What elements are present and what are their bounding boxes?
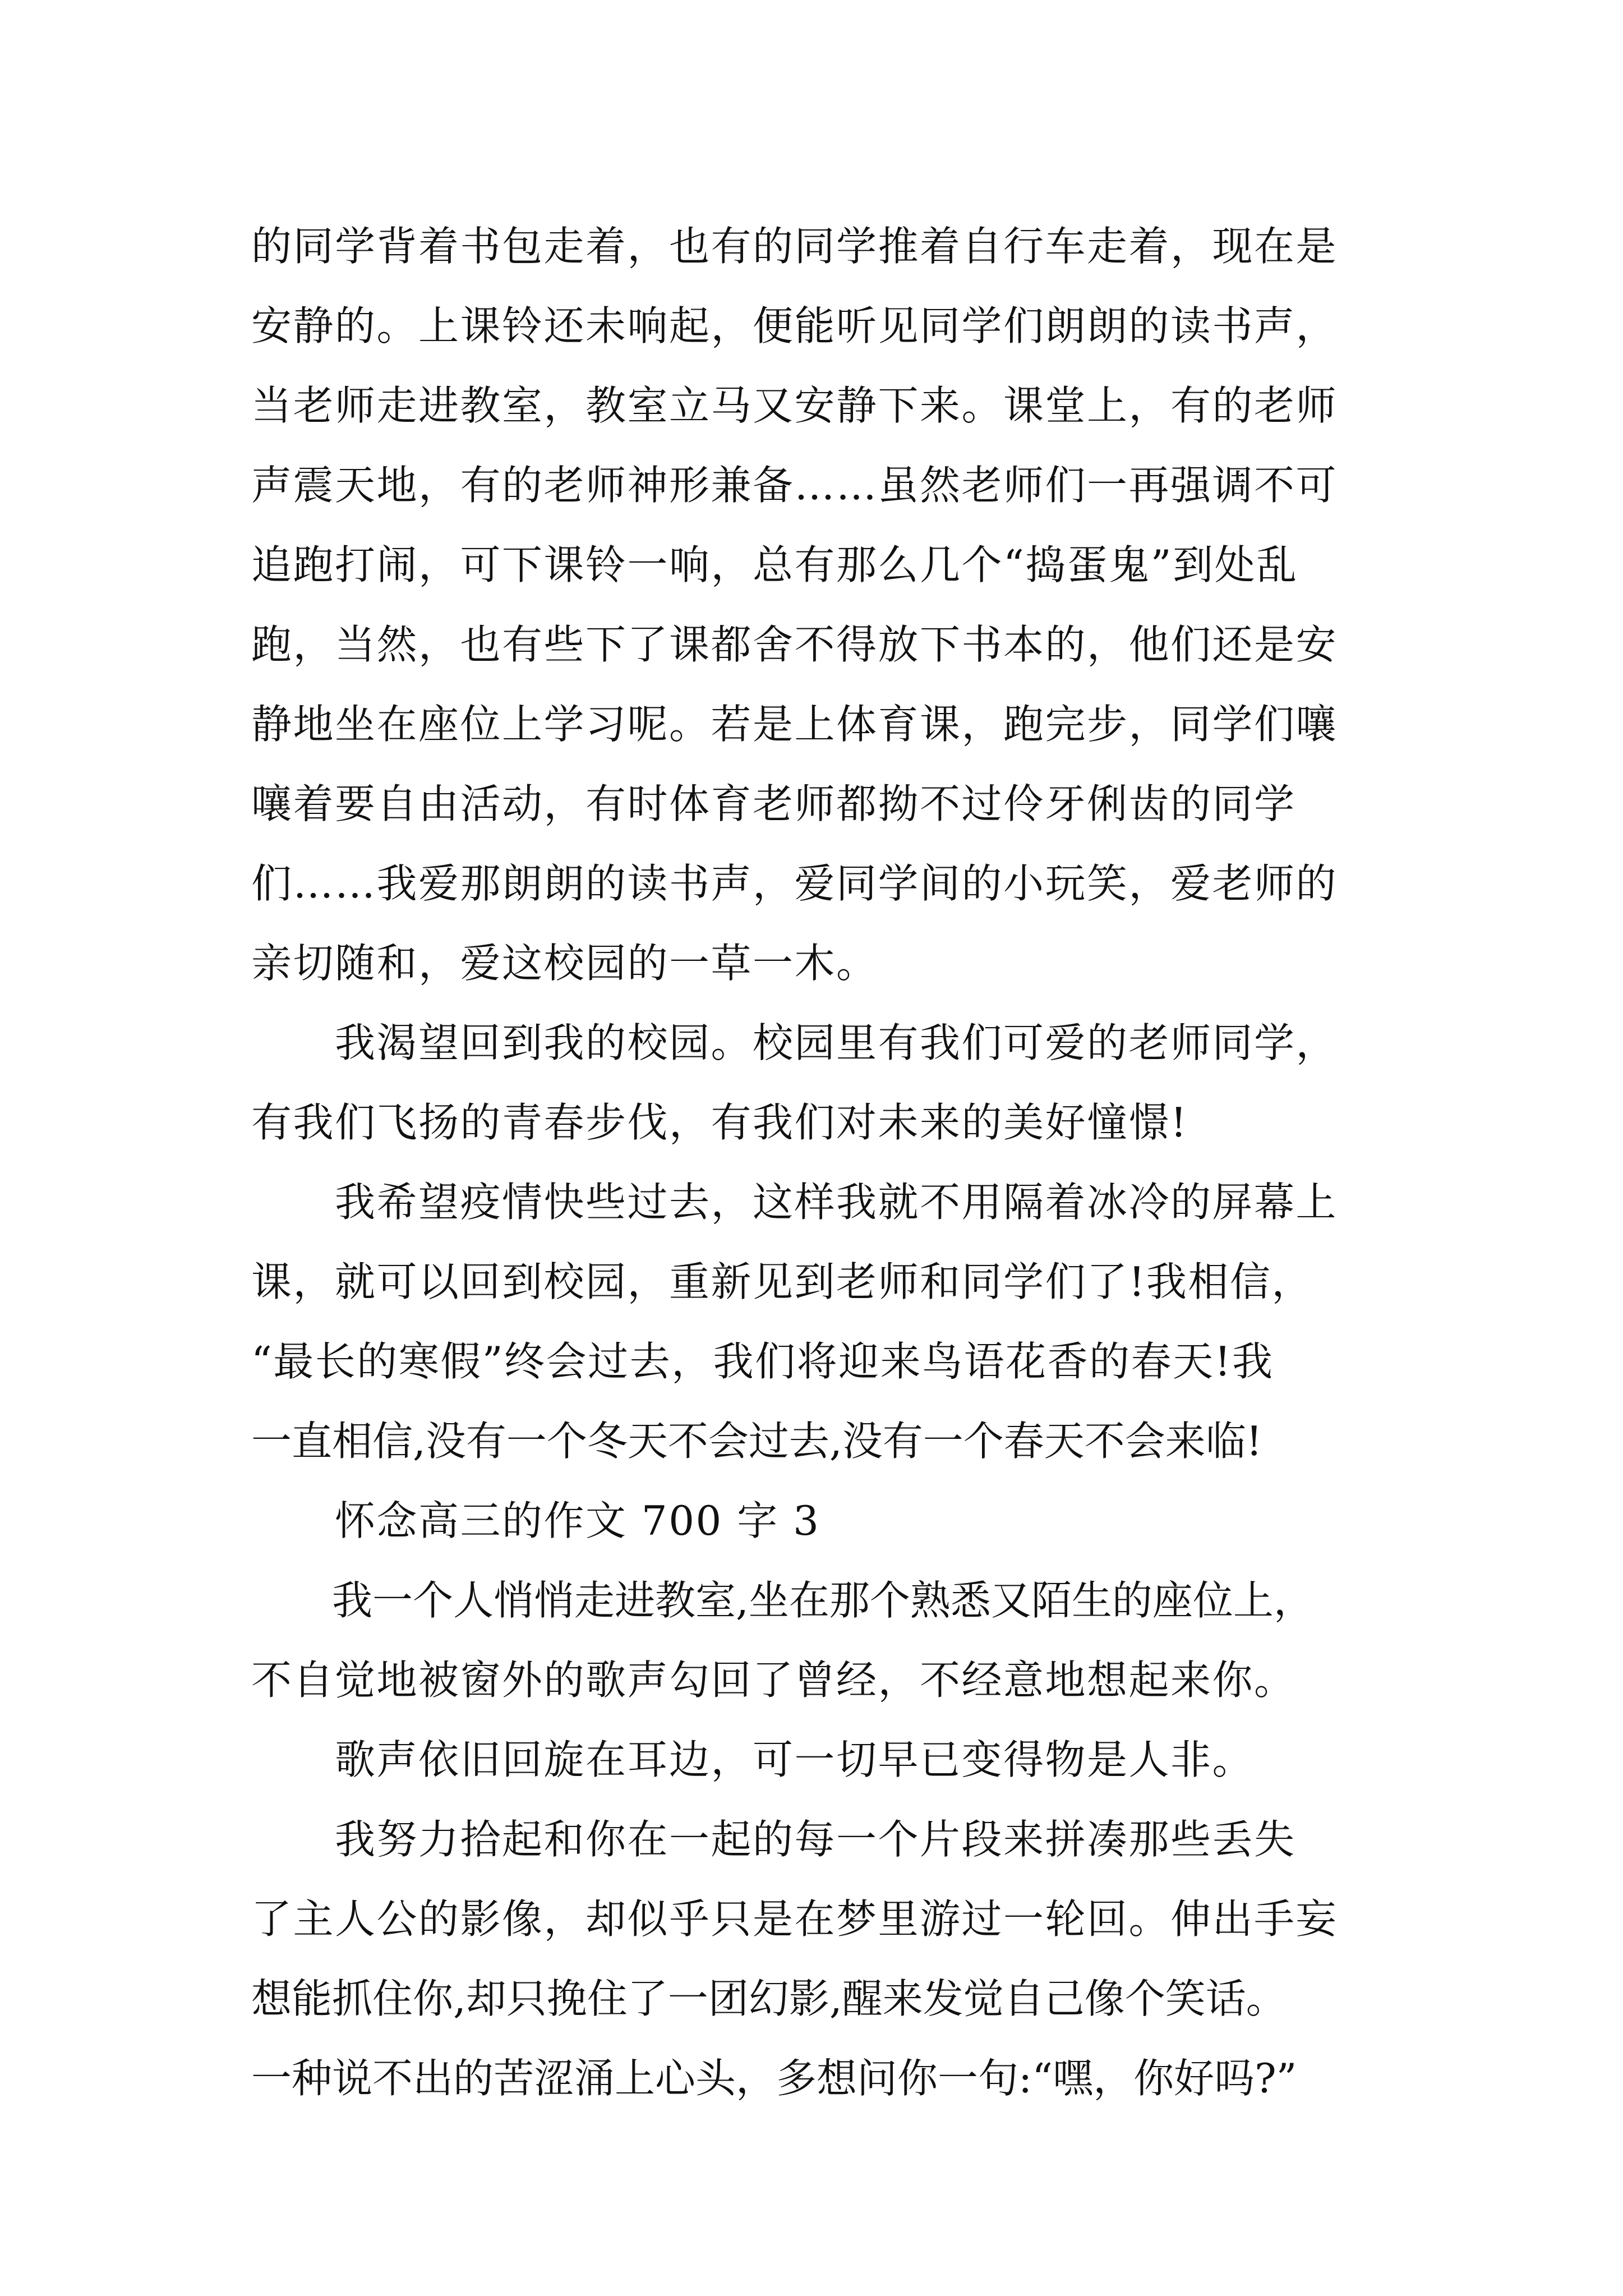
text-line: 安静的。上课铃还未响起，便能听见同学们朗朗的读书声， xyxy=(251,302,1338,349)
paragraph-start: 我希望疫情快些过去，这样我就不用隔着冰冷的屏幕上 xyxy=(251,1179,1338,1226)
text-line: 了主人公的影像，却似乎只是在梦里游过一轮回。伸出手妄 xyxy=(251,1895,1338,1943)
paragraph-start: 我渴望回到我的校园。校园里有我们可爱的老师同学， xyxy=(251,1019,1338,1066)
text-line: 一直相信,没有一个冬天不会过去,没有一个春天不会来临! xyxy=(251,1418,1262,1465)
text-line: 的同学背着书包走着，也有的同学推着自行车走着，现在是 xyxy=(251,223,1338,270)
paragraph-start: 我一个人悄悄走进教室,坐在那个熟悉又陌生的座位上， xyxy=(251,1577,1314,1624)
text-line: 一种说不出的苦涩涌上心头，多想问你一句:“嘿，你好吗?” xyxy=(251,2055,1297,2102)
paragraph-start: 我努力拾起和你在一起的每一个片段来拼凑那些丢失 xyxy=(251,1816,1296,1863)
section-heading: 怀念高三的作文 700 字 3 xyxy=(251,1497,820,1544)
text-line: 静地坐在座位上学习呢。若是上体育课，跑完步，同学们嚷 xyxy=(251,701,1338,748)
text-line: 追跑打闹，可下课铃一响，总有那么几个“捣蛋鬼”到处乱 xyxy=(251,541,1298,588)
text-line: 们……我爱那朗朗的读书声，爱同学间的小玩笑，爱老师的 xyxy=(251,860,1338,907)
text-line: 声震天地，有的老师神形兼备……虽然老师们一再强调不可 xyxy=(251,462,1338,509)
text-line: 跑，当然，也有些下了课都舍不得放下书本的，他们还是安 xyxy=(251,621,1338,668)
text-line: 当老师走进教室，教室立马又安静下来。课堂上，有的老师 xyxy=(251,382,1338,429)
text-line: 想能抓住你,却只挽住了一团幻影,醒来发觉自己像个笑话。 xyxy=(251,1975,1287,2022)
text-line: 不自觉地被窗外的歌声勾回了曾经，不经意地想起来你。 xyxy=(251,1657,1296,1704)
text-line: 课，就可以回到校园，重新见到老师和同学们了!我相信， xyxy=(251,1258,1313,1305)
essay-body xyxy=(251,206,1440,2118)
paragraph-start: 歌声依旧回旋在耳边，可一切早已变得物是人非。 xyxy=(251,1736,1255,1783)
text-line: 亲切随和，爱这校园的一草一木。 xyxy=(251,940,878,987)
text-line: 嚷着要自由活动，有时体育老师都拗不过伶牙俐齿的同学 xyxy=(251,780,1296,827)
text-line: 有我们飞扬的青春步伐，有我们对未来的美好憧憬! xyxy=(251,1099,1188,1146)
text-line: “最长的寒假”终会过去，我们将迎来鸟语花香的春天!我 xyxy=(251,1338,1274,1385)
